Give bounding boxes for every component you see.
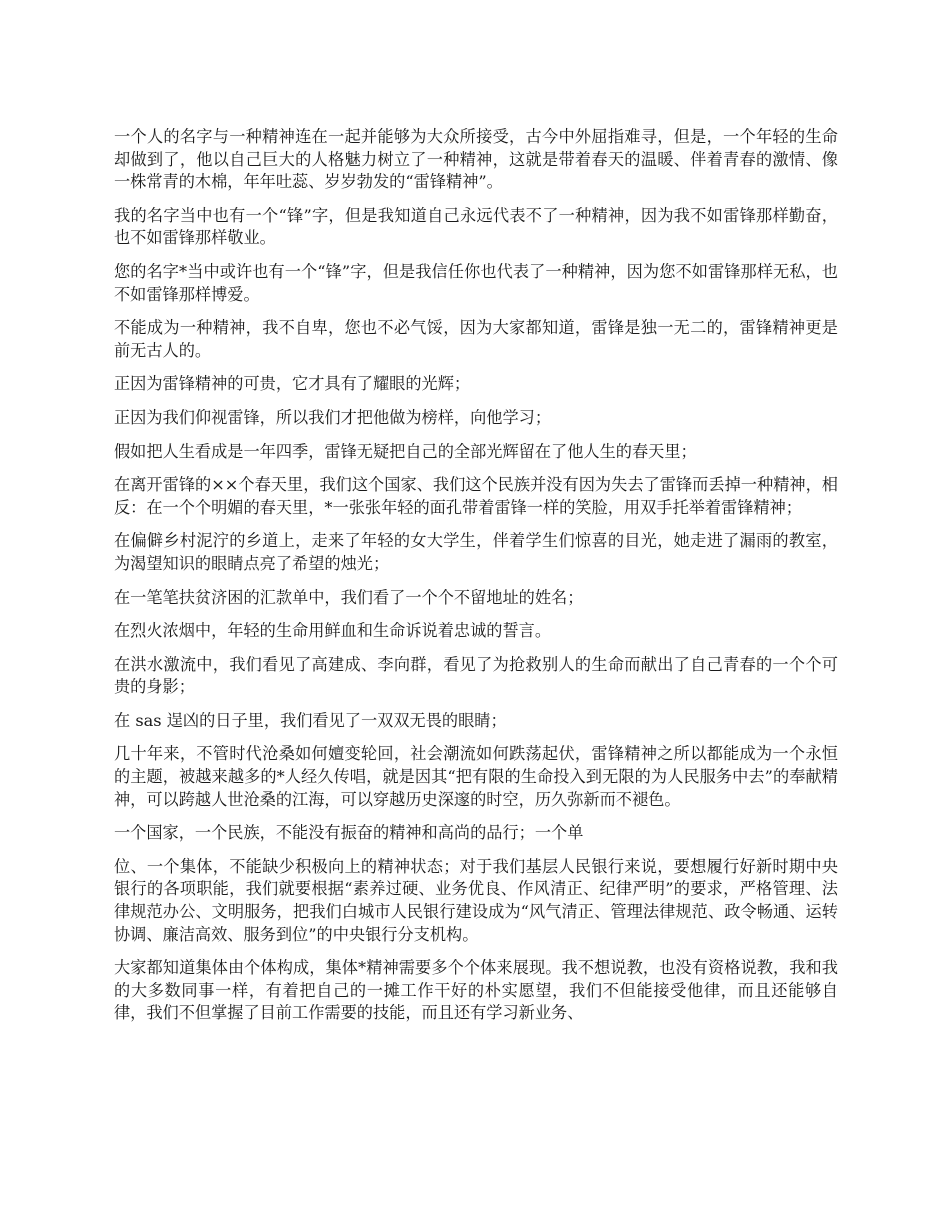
paragraph: 大家都知道集体由个体构成，集体*精神需要多个个体来展现。我不想说教，也没有资格说教，我和我的大多数同事一样，有着把自己的一摊工作干好的朴实愿望，我们不但能接受他律，而且还能够自律，我们不但掌握了目前工作需要的技能，而且还有学习新业务、 bbox=[114, 958, 838, 1023]
paragraph: 位、一个集体，不能缺少积极向上的精神状态；对于我们基层人民银行来说，要想履行好新时期中央银行的各项职能，我们就要根据“素养过硬、业务优良、作风清正、纪律严明”的要求，严格管理、法律规范办公、文明服务，把我们白城市人民银行建设成为“风气清正、管理法律规范、政令畅通、运转协调、廉洁高效、服务到位”的中央银行分支机构。 bbox=[114, 856, 838, 944]
paragraph: 一个国家，一个民族，不能没有振奋的精神和高尚的品行；一个单 bbox=[114, 823, 584, 843]
paragraph: 假如把人生看成是一年四季，雷锋无疑把自己的全部光辉留在了他人生的春天里； bbox=[114, 441, 697, 461]
paragraph: 在 sas 逞凶的日子里，我们看见了一双双无畏的眼睛； bbox=[114, 710, 507, 730]
paragraph: 在一笔笔扶贫济困的汇款单中，我们看了一个个不留地址的姓名； bbox=[114, 587, 584, 607]
paragraph: 在离开雷锋的××个春天里，我们这个国家、我们这个民族并没有因为失去了雷锋而丢掉一种精神，相反：在一个个明媚的春天里，*一张张年轻的面孔带着雷锋一样的笑脸，用双手托举着雷锋精神； bbox=[114, 475, 838, 517]
paragraph: 在洪水激流中，我们看见了高建成、李向群，看见了为抢救别人的生命而献出了自己青春的一个个可贵的身影； bbox=[114, 654, 838, 697]
paragraph: 在偏僻乡村泥泞的乡道上，走来了年轻的女大学生，伴着学生们惊喜的目光，她走进了漏雨的教室，为渴望知识的眼睛点亮了希望的烛光； bbox=[114, 531, 838, 573]
paragraph: 正因为我们仰视雷锋，所以我们才把他做为榜样，向他学习； bbox=[114, 407, 552, 427]
paragraph: 不能成为一种精神，我不自卑，您也不必气馁，因为大家都知道，雷锋是独一无二的，雷锋精神更是前无古人的。 bbox=[114, 318, 838, 360]
document-body bbox=[114, 126, 838, 1036]
paragraph: 正因为雷锋精神的可贵，它才具有了耀眼的光辉； bbox=[114, 374, 471, 394]
paragraph: 一个人的名字与一种精神连在一起并能够为大众所接受，古今中外屈指难寻，但是，一个年轻的生命却做到了，他以自己巨大的人格魅力树立了一种精神，这就是带着春天的温暖、伴着青春的激情、像一株常青的木棉，年年吐蕊、岁岁勃发的“雷锋精神”。 bbox=[114, 127, 838, 192]
paragraph: 在烈火浓烟中，年轻的生命用鲜血和生命诉说着忠诚的誓言。 bbox=[114, 621, 552, 641]
paragraph: 几十年来，不管时代沧桑如何嬗变轮回，社会潮流如何跌荡起伏，雷锋精神之所以都能成为一个永恒的主题，被越来越多的*人经久传唱，就是因其“把有限的生命投入到无限的为人民服务中去”的奉献精神，可以跨越人世沧桑的江海，可以穿越历史深邃的时空，历久弥新而不褪色。 bbox=[114, 744, 838, 809]
paragraph: 我的名字当中也有一个“锋”字，但是我知道自己永远代表不了一种精神，因为我不如雷锋那样勤奋，也不如雷锋那样敬业。 bbox=[114, 205, 838, 248]
paragraph: 您的名字*当中或许也有一个“锋”字，但是我信任你也代表了一种精神，因为您不如雷锋那样无私，也不如雷锋那样博爱。 bbox=[114, 261, 838, 304]
